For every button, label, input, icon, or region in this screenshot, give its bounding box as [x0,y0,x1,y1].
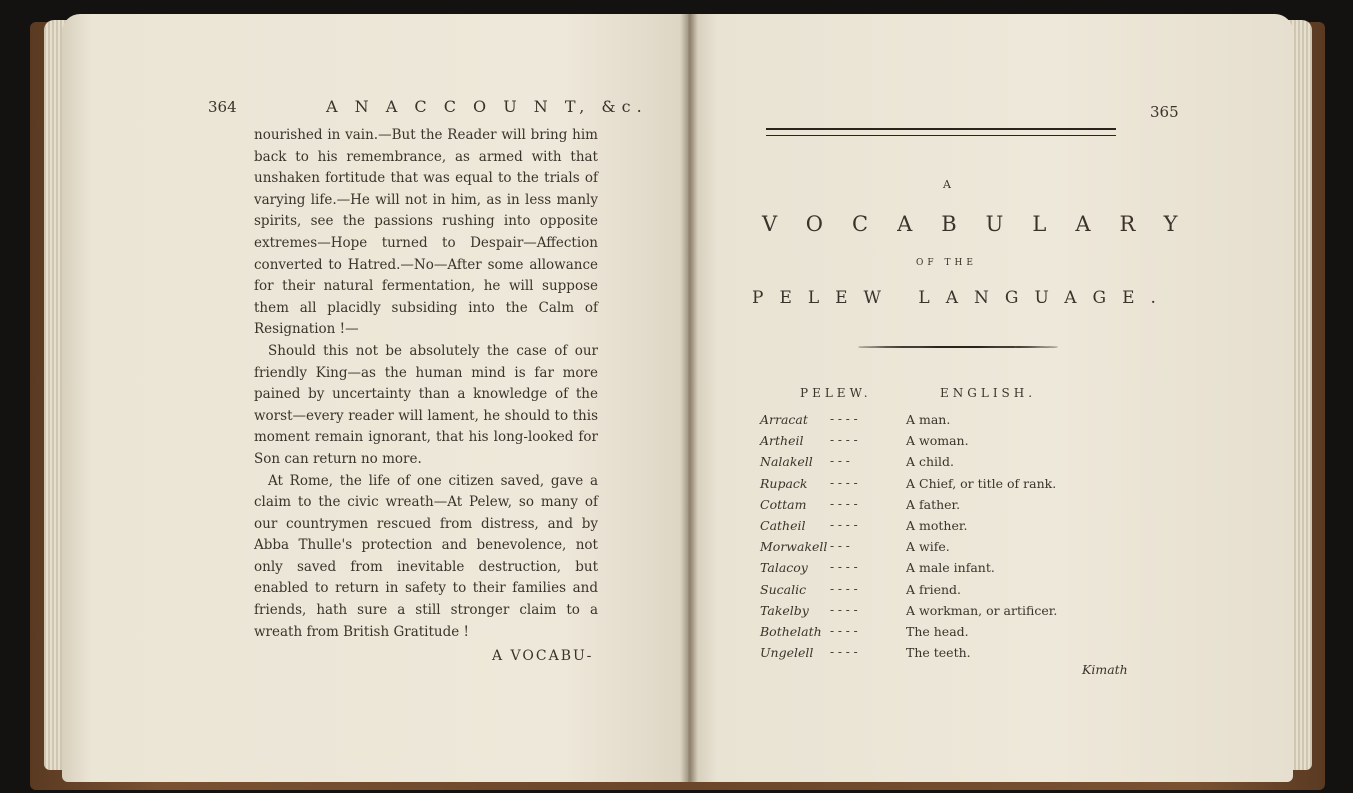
right-catchword: Kimath [1082,662,1128,677]
title-article: A [943,178,951,191]
vocab-dashes: - - - - [830,645,858,660]
vocab-entry [760,454,1090,474]
vocab-english-meaning: A wife. [906,539,950,555]
title-of-the: OF THE [916,258,977,268]
vocab-entry [760,560,1090,580]
vocab-pelew-word: Catheil [760,518,806,533]
vocab-pelew-word: Cottam [760,496,807,512]
column-header-english: ENGLISH. [940,386,1037,400]
vocab-english-meaning: A father. [906,496,961,512]
vocab-entry [760,497,1090,517]
vocab-pelew-word: Arracat [760,412,808,427]
vocab-pelew-word: Ungelell [760,645,814,661]
vocab-dashes: - - - - [830,624,858,638]
top-rule-thick [766,128,1116,130]
vocab-pelew-word: Sucalic [760,581,807,597]
title-pelew-language: PELEW LANGUAGE. [752,288,1172,308]
title-vocabulary: VOCABULARY [762,212,1207,236]
column-header-pelew: PELEW. [800,386,872,400]
vocab-english-meaning: A child. [906,454,955,470]
vocab-english-meaning: A Chief, or title of rank. [906,475,1057,491]
vocab-dashes: - - - - [830,602,858,617]
vocab-dashes: - - - - [830,496,858,511]
vocab-english-meaning: A woman. [906,433,969,449]
vocab-dashes: - - - [830,454,850,469]
left-page-number: 364 [208,98,237,116]
vocab-entry [760,412,1090,432]
vocab-entry [760,603,1090,623]
vocab-pelew-word: Artheil [760,433,804,449]
vocab-dashes: - - - - [830,412,858,426]
vocab-dashes: - - - - [830,581,858,596]
vocab-pelew-word: Rupack [760,475,808,491]
vocab-english-meaning: A mother. [906,518,968,533]
gutter-shadow [680,14,698,782]
vocab-pelew-word: Bothelath [760,624,822,639]
paragraph-2: Should this not be absolutely the case of our friendly King—as the human mind is far more pained by uncertainty than a knowledge of the worst—every reader will lament, he should to this moment remain ignorant, that his long-looked for Son can return no more. [254,342,598,467]
vocab-english-meaning: The head. [906,624,969,639]
right-page-number: 365 [1150,103,1179,121]
vocab-dashes: - - - - [830,433,858,448]
left-catchword: A VOCABU- [492,648,594,664]
ornamental-rule [858,346,1058,348]
vocab-entry [760,518,1090,538]
paragraph-1: nourished in vain.—But the Reader will bring him back to his remembrance, as armed with that unshaken fortitude that was equal to the trials of varying life.—He will not in him, as in less manly spirits, see the passions rushing into opposite extremes—Hope turned to Despair—Affection converted to Hatred.—No—After some allowance for their natural fermentation, he will suppose them all placidly subsiding into the Calm of Resignation !— [254,127,598,338]
vocab-entry [760,624,1090,644]
vocab-english-meaning: A workman, or artificer. [906,602,1058,618]
vocab-entry [760,476,1090,496]
vocab-pelew-word: Takelby [760,602,809,618]
vocab-entry [760,433,1090,453]
top-rule-thin [766,135,1116,136]
vocab-english-meaning: A friend. [906,581,962,597]
vocab-dashes: - - - - [830,475,858,490]
paragraph-3: At Rome, the life of one citizen saved, gave a claim to the civic wreath—At Pelew, so many of our countrymen rescued from distress, and by Abba Thulle's protection and benevolence, not only saved from inevitable destruction, but enabled to return in safety to their families and friends, hath sure a still stronger claim to a wreath from British Gratitude ! [254,472,598,640]
vocab-entry [760,539,1090,559]
vocab-english-meaning: A male infant. [906,560,995,576]
vocab-english-meaning: The teeth. [906,645,971,661]
vocab-english-meaning: A man. [906,412,951,427]
vocab-dashes: - - - - [830,560,858,575]
vocab-entry [760,645,1090,665]
vocab-pelew-word: Morwakell [760,539,828,555]
vocab-pelew-word: Talacoy [760,560,808,576]
left-page-body [254,125,598,643]
vocab-dashes: - - - [830,539,850,554]
vocab-pelew-word: Nalakell [760,454,813,470]
running-head: A N A C C O U N T, &c. [326,97,648,116]
vocab-dashes: - - - - [830,518,858,532]
vocab-entry [760,582,1090,602]
